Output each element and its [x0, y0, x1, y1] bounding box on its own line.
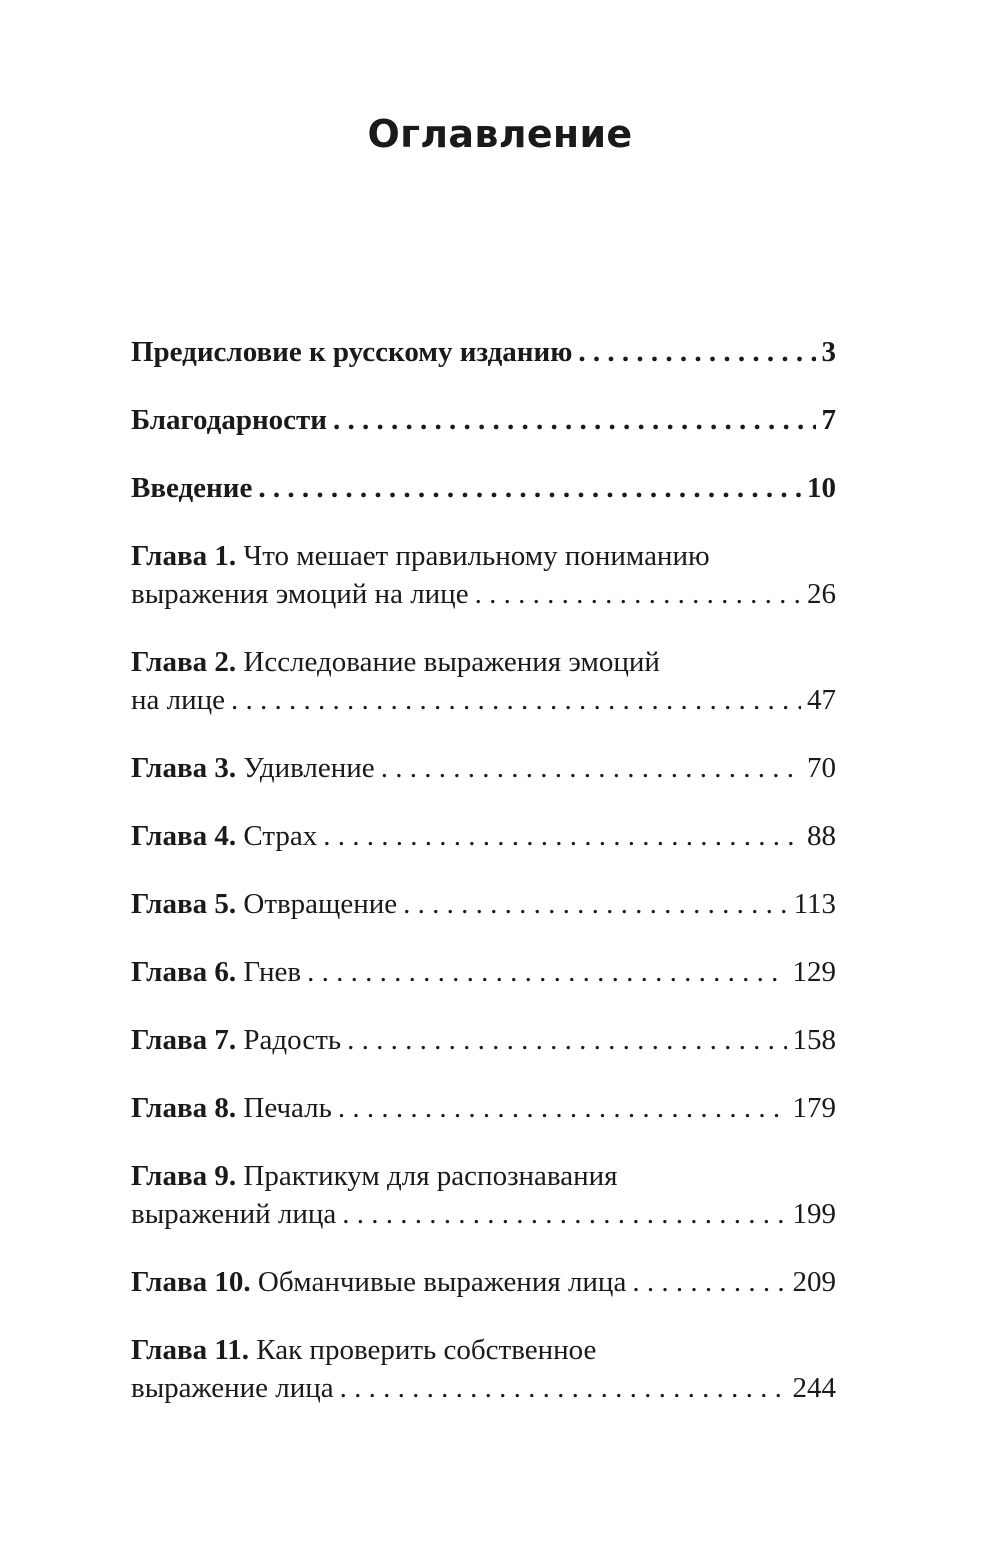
toc-entry-introduction[interactable]	[131, 469, 836, 507]
toc-entry-chapter-3[interactable]	[131, 749, 836, 787]
chapter-number: Глава 7.	[131, 1024, 237, 1056]
toc-page-number: 179	[792, 1092, 836, 1124]
chapter-title-continued: на лице	[131, 684, 226, 716]
chapter-title: Страх	[243, 820, 318, 852]
chapter-title-continued: выражений лица	[131, 1198, 337, 1230]
toc-entry-preface[interactable]	[131, 333, 836, 371]
chapter-title: Обманчивые выражения лица	[257, 1266, 627, 1298]
dot-leader	[342, 1195, 786, 1233]
chapter-title: Гнев	[243, 956, 302, 988]
toc-page-number: 70	[807, 752, 836, 784]
chapter-title: Исследование выражения эмоций	[243, 646, 660, 678]
chapter-title-continued: выражения эмоций на лице	[131, 578, 469, 610]
dot-leader	[632, 1263, 786, 1301]
toc-page-number: 10	[807, 472, 836, 504]
dot-leader	[231, 681, 801, 719]
toc-entry-chapter-4[interactable]	[131, 817, 836, 855]
toc-entry-label: Предисловие к русскому изданию	[131, 336, 573, 368]
toc-entry-chapter-8[interactable]	[131, 1089, 836, 1127]
toc-page-number: 26	[807, 578, 836, 610]
toc-entry-chapter-2[interactable]	[131, 643, 836, 719]
chapter-number: Глава 11.	[131, 1334, 250, 1366]
toc-page-number: 3	[821, 336, 836, 368]
toc-entry-chapter-10[interactable]	[131, 1263, 836, 1301]
page-title: Оглавление	[367, 112, 633, 156]
chapter-number: Глава 1.	[131, 540, 237, 572]
toc-entry-chapter-11[interactable]	[131, 1331, 836, 1407]
chapter-number: Глава 5.	[131, 888, 237, 920]
dot-leader	[323, 817, 801, 855]
chapter-title: Что мешает правильному пониманию	[243, 540, 710, 572]
chapter-number: Глава 9.	[131, 1160, 237, 1192]
toc-page-number: 129	[792, 956, 836, 988]
table-of-contents	[131, 333, 836, 1437]
chapter-number: Глава 10.	[131, 1266, 251, 1298]
toc-entry-chapter-1[interactable]	[131, 537, 836, 613]
toc-page-number: 47	[807, 684, 836, 716]
dot-leader	[307, 953, 786, 991]
chapter-title: Практикум для распознавания	[243, 1160, 618, 1192]
toc-entry-chapter-7[interactable]	[131, 1021, 836, 1059]
toc-entry-chapter-9[interactable]	[131, 1157, 836, 1233]
chapter-number: Глава 6.	[131, 956, 237, 988]
chapter-title: Радость	[243, 1024, 342, 1056]
dot-leader	[347, 1021, 786, 1059]
chapter-title: Отвращение	[243, 888, 398, 920]
dot-leader	[475, 575, 801, 613]
toc-entry-acknowledgements[interactable]	[131, 401, 836, 439]
chapter-number: Глава 2.	[131, 646, 237, 678]
dot-leader	[381, 749, 801, 787]
toc-page-number: 199	[792, 1198, 836, 1230]
dot-leader	[333, 401, 815, 439]
toc-page-number: 209	[792, 1266, 836, 1298]
toc-entry-chapter-6[interactable]	[131, 953, 836, 991]
toc-entry-label: Введение	[131, 472, 253, 504]
chapter-title: Печаль	[243, 1092, 332, 1124]
toc-page-number: 113	[793, 888, 836, 920]
chapter-title-continued: выражение лица	[131, 1372, 334, 1404]
chapter-title: Удивление	[243, 752, 375, 784]
toc-page-number: 88	[807, 820, 836, 852]
toc-entry-label: Благодарности	[131, 404, 328, 436]
toc-page-number: 158	[792, 1024, 836, 1056]
dot-leader	[403, 885, 787, 923]
chapter-number: Глава 3.	[131, 752, 237, 784]
chapter-number: Глава 8.	[131, 1092, 237, 1124]
dot-leader	[340, 1369, 787, 1407]
toc-page-number: 244	[792, 1372, 836, 1404]
dot-leader	[258, 469, 801, 507]
chapter-title: Как проверить собственное	[256, 1334, 597, 1366]
chapter-number: Глава 4.	[131, 820, 237, 852]
toc-entry-chapter-5[interactable]	[131, 885, 836, 923]
dot-leader	[338, 1089, 787, 1127]
toc-page-number: 7	[821, 404, 836, 436]
dot-leader	[578, 333, 815, 371]
